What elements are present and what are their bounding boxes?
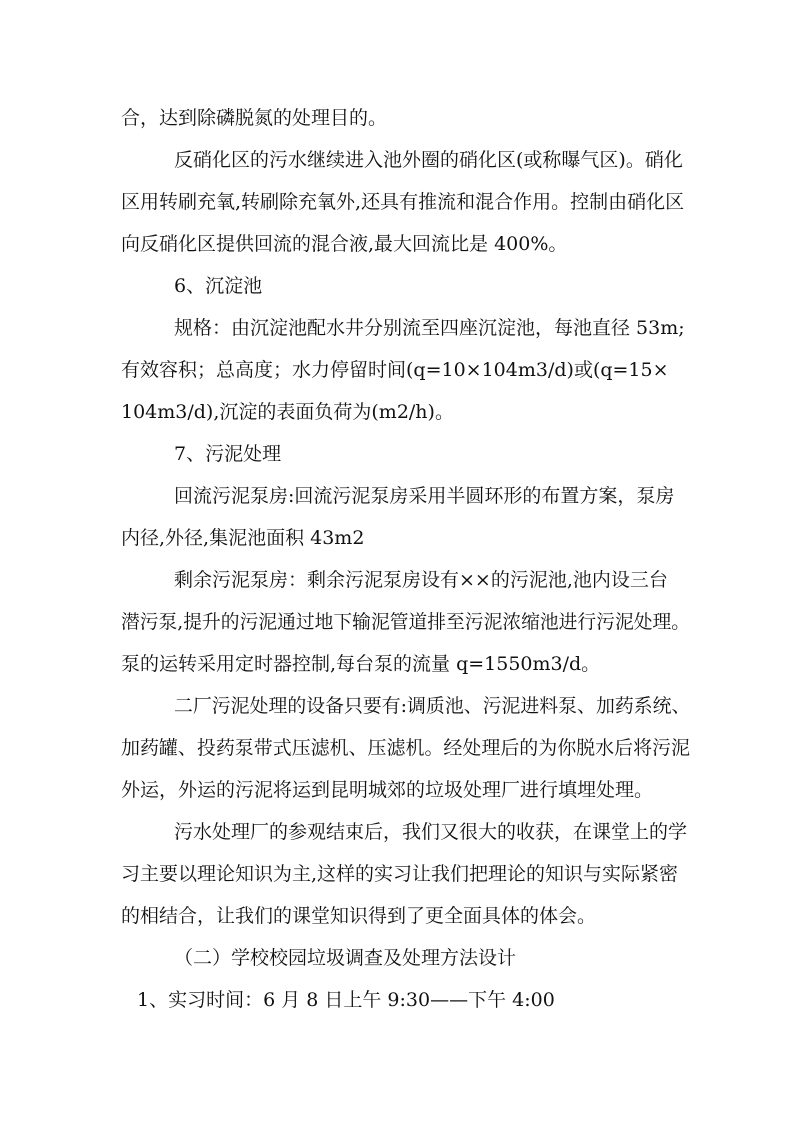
text-line: 内径,外径,集泥池面积 43m2 (121, 527, 365, 549)
text-line: 习主要以理论知识为主,这样的实习让我们把理论的知识与实际紧密 (121, 863, 679, 885)
section-heading: 7、污泥处理 (174, 443, 282, 465)
paragraph-first-line: 规格：由沉淀池配水井分别流至四座沉淀池，每池直径 53m; (174, 317, 685, 339)
text-line: 合，达到除磷脱氮的处理目的。 (121, 107, 388, 129)
paragraph-first-line: 回流污泥泵房:回流污泥泵房采用半圆环形的布置方案，泵房 (174, 485, 675, 507)
text-line: 向反硝化区提供回流的混合液,最大回流比是 400%。 (121, 233, 568, 255)
paragraph-first-line: 污水处理厂的参观结束后，我们又很大的收获，在课堂上的学 (174, 821, 688, 843)
text-line: 有效容积；总高度；水力停留时间(q=10×104m3/d)或(q=15× (121, 359, 669, 381)
section-heading: 6、沉淀池 (174, 275, 263, 297)
paragraph-first-line: 剩余污泥泵房：剩余污泥泵房设有××的污泥池,池内设三台 (174, 569, 668, 591)
text-line: 区用转刷充氧,转刷除充氧外,还具有推流和混合作用。控制由硝化区 (121, 191, 685, 213)
text-line: 泵的运转采用定时器控制,每台泵的流量 q=1550m3/d。 (121, 653, 601, 675)
text-line: 104m3/d),沉淀的表面负荷为(m2/h)。 (121, 401, 454, 423)
paragraph-first-line: 反硝化区的污水继续进入池外圈的硝化区(或称曝气区)。硝化 (174, 149, 683, 171)
text-line: 加药罐、投药泵带式压滤机、压滤机。经处理后的为你脱水后将污泥 (121, 737, 690, 759)
list-item: 1、实习时间：6 月 8 日上午 9:30——下午 4:00 (137, 989, 555, 1011)
text-line: 外运，外运的污泥将运到昆明城郊的垃圾处理厂进行填埋处理。 (121, 779, 654, 801)
subsection-heading: （二）学校校园垃圾调查及处理方法设计 (174, 947, 517, 969)
text-line: 潜污泵,提升的污泥通过地下输泥管道排至污泥浓缩池进行污泥处理。 (121, 611, 691, 633)
paragraph-first-line: 二厂污泥处理的设备只要有:调质池、污泥进料泵、加药系统、 (174, 695, 691, 717)
text-line: 的相结合，让我们的课堂知识得到了更全面具体的体会。 (121, 905, 597, 927)
